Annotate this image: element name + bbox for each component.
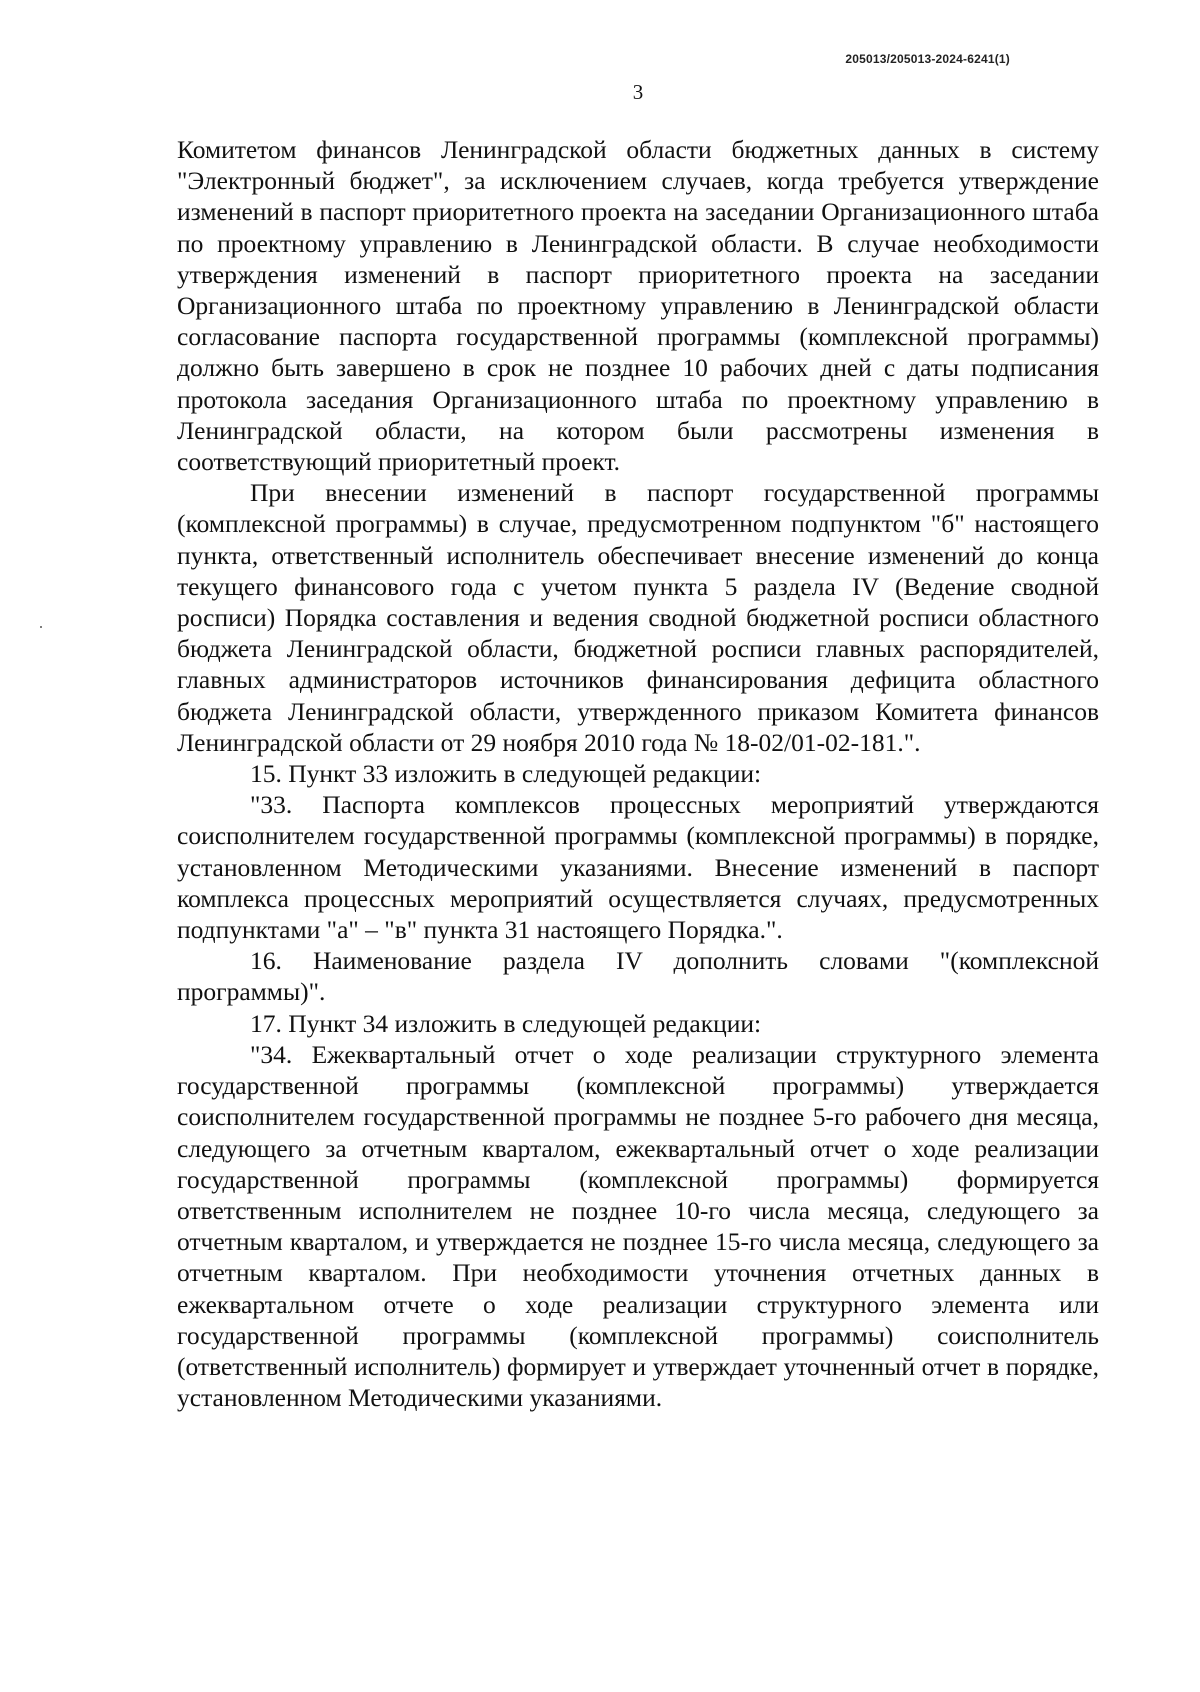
paragraph-clause-33: "33. Паспорта комплексов процессных мероприятий утверждаются соисполнителем государственной программы (комплексной программы) в порядке, установленном Методическими указаниями. Внесение изменений в паспорт комплекса процессных мероприятий осуществляется случаях, предусмотренных подпунктами "а" – "в" пункта 31 настоящего Порядка.".: [177, 790, 1099, 945]
paragraph-item-17: 17. Пункт 34 изложить в следующей редакции:: [250, 1008, 762, 1038]
paragraph-continuation: Комитетом финансов Ленинградской области бюджетных данных в систему "Электронный бюджет", за исключением случаев, когда требуется утверждение изменений в паспорт приоритетного проекта на заседании Организационного штаба по проектному управлению в Ленинградской области. В случае необходимости утверждения изменений в паспорт приоритетного проекта на заседании Организационного штаба по проектному управлению в Ленинградской области согласование паспорта государственной программы (комплексной программы) должно быть завершено в срок не позднее 10 рабочих дней с даты подписания протокола заседания Организационного штаба по проектному управлению в Ленинградской области, на котором были рассмотрены изменения в соответствующий приоритетный проект.: [177, 135, 1099, 477]
document-body: [177, 134, 1099, 1413]
page-number: 3: [632, 80, 644, 104]
paragraph-clause-34: "34. Ежеквартальный отчет о ходе реализации структурного элемента государственной программы (комплексной программы) утверждается соисполнителем государственной программы не позднее 5-го рабочего дня месяца, следующего за отчетным кварталом, ежеквартальный отчет о ходе реализации государственной программы (комплексной программы) формируется ответственным исполнителем не позднее 10-го числа месяца, следующего за отчетным кварталом, и утверждается не позднее 15-го числа месяца, следующего за отчетным кварталом. При необходимости уточнения отчетных данных в ежеквартальном отчете о ходе реализации структурного элемента или государственной программы (комплексной программы) соисполнитель (ответственный исполнитель) формирует и утверждает уточненный отчет в порядке, установленном Методическими указаниями.: [177, 1039, 1099, 1413]
scan-speck: [40, 626, 42, 628]
document-id: 205013/205013-2024-6241(1): [845, 52, 1010, 66]
paragraph-item-15: 15. Пункт 33 изложить в следующей редакции:: [250, 759, 762, 789]
paragraph-item-16: 16. Наименование раздела IV дополнить словами "(комплексной программы)".: [177, 946, 1099, 1007]
paragraph-amendment-note: При внесении изменений в паспорт государственной программы (комплексной программы) в случае, предусмотренном подпунктом "б" настоящего пункта, ответственный исполнитель обеспечивает внесение изменений до конца текущего финансового года с учетом пункта 5 раздела IV (Ведение сводной росписи) Порядка составления и ведения сводной бюджетной росписи областного бюджета Ленинградской области, бюджетной росписи главных распорядителей, главных администраторов источников финансирования дефицита областного бюджета Ленинградской области, утвержденного приказом Комитета финансов Ленинградской области от 29 ноября 2010 года № 18-02/01-02-181.".: [177, 478, 1099, 757]
